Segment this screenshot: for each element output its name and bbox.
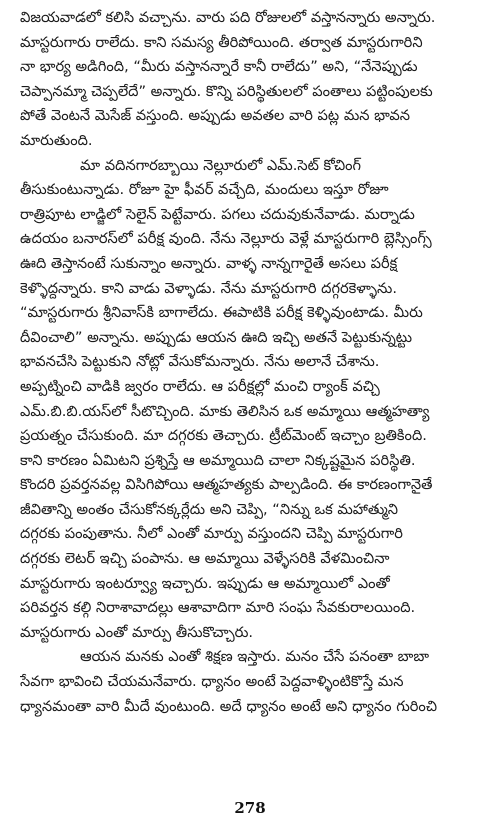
text-line: కెళ్ళొద్దన్నారు. కాని వాడు వెళ్ళాడు. నేను మాస్టరుగారి దగ్గరకెళ్ళాను.: [20, 279, 397, 297]
text-line: ఊది తెస్తానంటే సుకున్నాం అన్నారు. వాళ్ళ నాన్నగారైతే అసలు పరీక్ష: [20, 254, 398, 272]
text-line: కొందరి ప్రవర్తనవల్ల విసిగిపోయి ఆత్మహత్యకు పాల్పడింది. ఈ కారణంగానైతే: [20, 476, 433, 494]
text-line: ఉదయం బనారస్‌లో పరీక్ష వుంది. నేను నెల్లూరు వెళ్లే మాస్టరుగారి బ్లెస్సింగ్స్: [20, 230, 432, 248]
paragraph-first-line: మా వదినగారబ్బాయి నెల్లూరులో ఎమ్.సెట్ కోచింగ్: [80, 156, 362, 174]
page-text-body: [20, 6, 486, 719]
text-line: భావనచేసి పెట్టుకుని నోట్లో వేసుకోమన్నారు. నేను అలానే చేశాను.: [20, 353, 380, 371]
text-line: విజయవాడలో కలిసి వచ్చాను. వారు పది రోజులలో వస్తానన్నారు అన్నారు.: [20, 9, 436, 26]
text-line: మాస్టరుగారు ఇంటర్వ్యూ ఇచ్చారు. ఇప్పుడు ఆ అమ్మాయిలో ఎంతో: [20, 574, 390, 592]
paragraph-first-line: ఆయన మనకు ఎంతో శిక్షణ ఇస్తారు. మనం చేసే పనంతా బాబా: [80, 648, 429, 666]
text-line: దగ్గరకు పంపుతాను. నీలో ఎంతో మార్పు వస్తుందని చెప్పి మాస్టరుగారి: [20, 525, 403, 543]
text-line: పరివర్తన కల్గి నిరాశావాదల్లు ఆశావాదిగా మారి సంఘ సేవకురాలయింది.: [20, 599, 416, 617]
text-line: మారుతుంది.: [20, 131, 93, 149]
text-line: జీవితాన్ని అంతం చేసుకోనక్కర్లేదు అని చెప్పి, “నిన్ను ఒక మహాత్ముని: [20, 500, 398, 518]
text-line: మాస్టరుగారు ఎంతో మార్పు తీసుకొచ్చారు.: [20, 623, 254, 641]
page-number: 278: [234, 799, 266, 817]
text-line: ప్రయత్నం చేసుకుంది. మా దగ్గరకు తెచ్చారు. ట్రీట్‌మెంట్ ఇచ్చాం బ్రతికింది.: [20, 427, 427, 445]
text-line: తీసుకుంటున్నాడు. రోజూ హై ఫీవర్ వచ్చేది, మందులు ఇస్తూ రోజూ: [20, 181, 389, 199]
text-line: అప్పట్నించి వాడికి జ్వరం రాలేదు. ఆ పరీక్షల్లో మంచి ర్యాంక్ వచ్చి: [20, 377, 380, 395]
text-line: కాని కారణం ఏమిటని ప్రశ్నిస్తే ఆ అమ్మాయిది చాలా నిక్కష్టమైన పరిస్థితి.: [20, 451, 416, 469]
text-line: రాత్రిపూట లాడ్జిలో సెలైన్ పెట్టేవారు. పగలు చదువుకునేవాడు. మర్నాడు: [20, 205, 415, 223]
text-line: ధ్యానమంతా వారి మీదే వుంటుంది. అదే ధ్యానం అంటే అని ధ్యానం గురించి: [20, 697, 437, 715]
text-line: పోతే వెంటనే మెసేజ్ వస్తుంది. అప్పుడు అవతల వారి పట్ల మన భావన: [20, 107, 410, 125]
text-line: “మాస్టరుగారు శ్రీనివాస్‌కి బాగాలేదు. ఈపాటికి పరీక్ష కెళ్ళివుంటాడు. మీరు: [20, 304, 423, 322]
text-line: ఎమ్.బి.బి.యస్‌లో సీటొచ్చింది. మాకు తెలిసిన ఒక అమ్మాయి ఆత్మహత్యా: [20, 402, 430, 420]
text-line: మాస్టరుగారు రాలేదు. కాని సమస్య తీరిపోయింది. తర్వాత మాస్టరుగారిని: [20, 33, 423, 51]
text-line: దీవించాలి” అన్నాను. అప్పుడు ఆయన ఊది ఇచ్చి అతనే పెట్టుకున్నట్టు: [20, 328, 413, 346]
text-line: సేవగా భావించి చేయమనేవారు. ధ్యానం అంటే పెద్దవాళ్ళింటికొస్తే మన: [20, 673, 404, 691]
text-line: దగ్గరకు లెటర్ ఇచ్చి పంపాను. ఆ అమ్మాయి వెళ్ళేసరికి వేళమించినా: [20, 550, 390, 568]
text-line: నా భార్య అడిగింది, “మీరు వస్తానన్నారే కానీ రాలేదు” అని, “నేనెప్పుడు: [20, 58, 418, 76]
text-line: చెప్పానమ్మా చెప్పలేదే” అన్నారు. కొన్ని పరిస్థితులలో పంతాలు పట్టింపులకు: [20, 82, 433, 100]
